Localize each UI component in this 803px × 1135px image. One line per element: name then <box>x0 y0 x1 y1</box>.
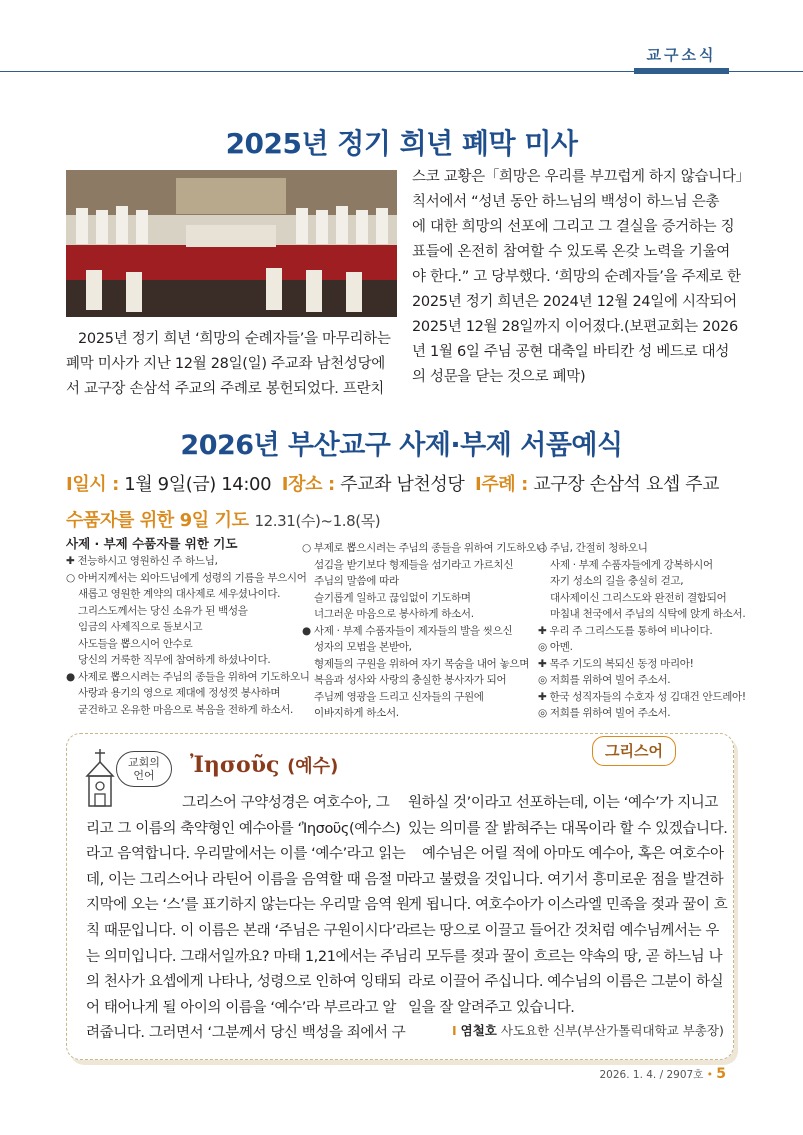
novena-title <box>66 506 380 532</box>
body-line: 스코 교황은「희망은 우리를 부끄럽게 하지 않습니다」 <box>412 169 750 185</box>
ordination-info <box>66 470 746 496</box>
greek-term: Ἰησοῦς <box>190 752 280 778</box>
info-bar-marker: Ⅰ <box>281 474 289 495</box>
date-label: 일시 : <box>72 474 119 495</box>
column-text-line: 리고 그 이름의 축약형인 예수아를 ‘Ἰησοῦς(예수스) <box>86 820 401 837</box>
column-text-line: 라고 불렸을 것입니다. 여기서 흥미로운 점을 발견하 <box>408 871 724 888</box>
prayer-line: ✚ 우리 주 그리스도를 통하여 비나이다. <box>538 624 713 637</box>
prayer-line: 마침내 천국에서 주님의 식탁에 앉게 하소서. <box>550 608 746 620</box>
prayer-line: 너그러운 마음으로 봉사하게 하소서. <box>314 608 474 620</box>
prayer-column-2 <box>302 540 546 722</box>
column-text-line: 칙 때문입니다. 이 이름은 본래 ‘주님은 구원이시다’라 <box>86 922 410 939</box>
caption-line: 서 교구장 손삼석 주교의 주례로 봉헌되었다. 프란치 <box>66 381 385 397</box>
language-tag: 그리스어 <box>592 736 676 766</box>
body-line: 2025년 정기 희년은 2024년 12월 24일에 시작되어 <box>412 294 737 310</box>
article1-body <box>412 165 750 390</box>
article2-title: 2026년 부산교구 사제·부제 서품예식 <box>180 430 623 461</box>
mass-photo <box>66 170 397 317</box>
column-text-left <box>86 791 410 1047</box>
column-text-line: 지막에 오는 ‘스’를 표기하지 않는다는 우리말 음역 원 <box>86 897 410 914</box>
prayer-line: 복음과 성사와 사랑의 충실한 봉사자가 되어 <box>314 674 507 686</box>
prayer-line: ✚ 한국 성직자들의 수호자 성 김대건 안드레아! <box>538 690 746 703</box>
column-text-line: 려줍니다. 그러면서 ‘그분께서 당신 백성을 죄에서 구 <box>86 1025 406 1042</box>
page-footer <box>560 1066 726 1082</box>
prayer-line: 그리스도께서는 당신 소유가 된 백성을 <box>78 604 248 617</box>
column-text-line: 라고 음역합니다. 우리말에서는 이를 ‘예수’라고 읽는 <box>86 846 406 863</box>
prayer-line: 주님의 말씀에 따라 <box>314 575 399 587</box>
author-role: 사도요한 신부(부산가톨릭대학교 부총장) <box>500 1023 724 1038</box>
column-text-right <box>408 791 728 1021</box>
greek-word <box>190 752 338 778</box>
column-text-line: 르는 땅으로 이끌고 들어간 것처럼 예수님께서는 우 <box>408 922 720 939</box>
prayer-line: ✚ 목주 기도의 복되신 동정 마리아! <box>538 657 694 670</box>
prayer-line: 굳건하고 온유한 마음으로 복음을 전하게 하소서. <box>78 703 294 716</box>
prayer-line: 임금의 사제직으로 돌보시고 <box>78 621 203 633</box>
prayer-line: 사랑과 용기의 영으로 제대에 정성껏 봉사하며 <box>78 687 281 699</box>
prayer-column-3 <box>538 540 746 722</box>
caption-line: 폐막 미사가 지난 12월 28일(일) 주교좌 남천성당에 <box>66 356 385 372</box>
body-line: 년 1월 6일 주님 공현 대축일 바티칸 성 베드로 대성 <box>412 344 730 360</box>
section-label: 교구소식 <box>646 46 717 64</box>
photo-caption <box>66 327 401 402</box>
page-number: 5 <box>716 1066 726 1082</box>
novena-period: 12.31(수)~1.8(목) <box>254 512 381 530</box>
novena-title-text: 수품자를 위한 9일 기도 <box>66 510 249 531</box>
body-line: 표들에 온전히 참여할 수 있도록 온갖 노력을 기울여 <box>412 244 731 260</box>
body-line: 에 대한 희망의 선포에 그리고 그 결실을 증거하는 징 <box>412 219 735 235</box>
prayer-line: 당신의 거룩한 직무에 참여하게 하셨나이다. <box>78 654 271 666</box>
section-label-bar <box>634 68 729 74</box>
prayer-line: ○ 부제로 뽑으시려는 주님의 종들을 위하여 기도하오니 <box>302 542 546 554</box>
bubble-line: 교회의 <box>128 756 160 769</box>
article1-title: 2025년 정기 희년 폐막 미사 <box>225 127 578 160</box>
author-name: 염철호 <box>460 1023 497 1038</box>
column-text-line: 는 의미입니다. 그래서일까요? 마태 1,21에서는 주님 <box>86 948 408 965</box>
column-text-line: 있는 의미를 잘 밝혀주는 대목이라 할 수 있겠습니다. <box>408 820 728 837</box>
body-line: 칙서에서 “성년 동안 하느님의 백성이 하느님 은총 <box>412 194 720 210</box>
body-line: 야 한다.” 고 당부했다. ‘희망의 순례자들’을 주제로 한 <box>412 269 741 285</box>
footer-bullet: • <box>706 1069 713 1081</box>
prayer-line: 새롭고 영원한 계약의 대사제로 세우셨나이다. <box>78 588 281 600</box>
mass-photo-illustration <box>66 170 397 317</box>
greek-term-korean: (예수) <box>287 756 339 777</box>
column-text-line: 일을 잘 알려주고 있습니다. <box>408 999 575 1016</box>
place-value: 주교좌 남천성당 <box>340 474 465 495</box>
prayer-line: 성자의 모범을 본받아, <box>314 641 412 653</box>
church-language-bubble <box>116 751 172 787</box>
author-bar-marker: Ⅰ <box>452 1023 457 1038</box>
bubble-line: 언어 <box>133 769 155 782</box>
prayer-line: ● 사제로 뽑으시려는 주님의 종들을 위하여 기도하오니 <box>66 670 310 683</box>
prayer-line: 자기 성소의 길을 충실히 걷고, <box>550 575 684 587</box>
prayer-line: ○ 아버지께서는 외아드님에게 성령의 기름을 부으시어 <box>66 571 307 584</box>
column-text-line: 데, 이는 그리스어나 라틴어 이름을 음역할 때 음절 마 <box>86 871 410 888</box>
prayer-heading: 사제 · 부제 수품자를 위한 기도 <box>66 536 238 551</box>
prayer-line: 대사제이신 그리스도와 완전히 결합되어 <box>550 591 727 604</box>
prayer-line: 섬김을 받기보다 형제들을 섬기라고 가르치신 <box>314 558 514 571</box>
prayer-line: ○ 주님, 간절히 청하오니 <box>538 542 648 554</box>
prayer-line: ✚ 전능하시고 영원하신 주 하느님, <box>66 555 218 567</box>
body-line: 의 성문을 닫는 것으로 폐막) <box>412 369 586 385</box>
column-text-line: 게 됩니다. 여호수아가 이스라엘 민족을 젖과 꿀이 흐 <box>408 897 728 914</box>
column-text-line: 의 천사가 요셉에게 나타나, 성령으로 인하여 잉태되 <box>86 974 402 991</box>
column-text-line: 그리스어 구약성경은 여호수아, 그 <box>182 795 390 811</box>
prayer-line: 사제 · 부제 수품자들에게 강복하시어 <box>550 558 713 571</box>
column-text-line: 어 태어나게 될 아이의 이름을 ‘예수’라 부르라고 알 <box>86 999 397 1016</box>
prayer-line: 사도들을 뽑으시어 안수로 <box>78 637 193 650</box>
prayer-column-1 <box>66 553 310 718</box>
date-value: 1월 9일(금) 14:00 <box>124 474 272 495</box>
prayer-line: 형제들의 구원을 위하여 자기 목숨을 내어 놓으며 <box>314 657 530 670</box>
column-text-line: 원하실 것’이라고 선포하는데, 이는 ‘예수’가 지니고 <box>408 795 719 811</box>
prayer-line: ◎ 저희를 위하여 빌어 주소서. <box>538 674 671 686</box>
prayer-line: ◎ 저희를 위하여 빌어 주소서. <box>538 707 671 719</box>
column-text-line: 라로 이끌어 주십니다. 예수님의 이름은 그분이 하실 <box>408 974 724 991</box>
body-line: 2025년 12월 28일까지 이어졌다.(보편교회는 2026 <box>412 319 738 335</box>
presider-value: 교구장 손삼석 요셉 주교 <box>533 474 720 495</box>
issue-info: 2026. 1. 4. / 2907호 <box>599 1069 704 1081</box>
author-signature <box>452 1021 724 1039</box>
prayer-line: ● 사제 · 부제 수품자들이 제자들의 발을 씻으신 <box>302 624 513 637</box>
presider-label: 주례 : <box>481 474 528 495</box>
prayer-line: 주님께 영광을 드리고 신자들의 구원에 <box>314 690 484 703</box>
info-bar-marker: Ⅰ <box>475 474 482 495</box>
place-label: 장소 : <box>288 474 335 495</box>
prayer-line: ◎ 아멘. <box>538 641 573 653</box>
caption-line: 2025년 정기 희년 ‘희망의 순례자들’을 마무리하는 <box>78 331 391 347</box>
column-text-line: 리 모두를 젖과 꿀이 흐르는 약속의 땅, 곧 하느님 나 <box>408 948 723 965</box>
prayer-line: 슬기롭게 일하고 끊임없이 기도하며 <box>314 591 471 604</box>
prayer-line: 이바지하게 하소서. <box>314 707 399 719</box>
column-text-line: 예수님은 어릴 적에 아마도 예수아, 혹은 여호수아 <box>422 846 724 863</box>
info-bar-marker: Ⅰ <box>66 474 73 495</box>
